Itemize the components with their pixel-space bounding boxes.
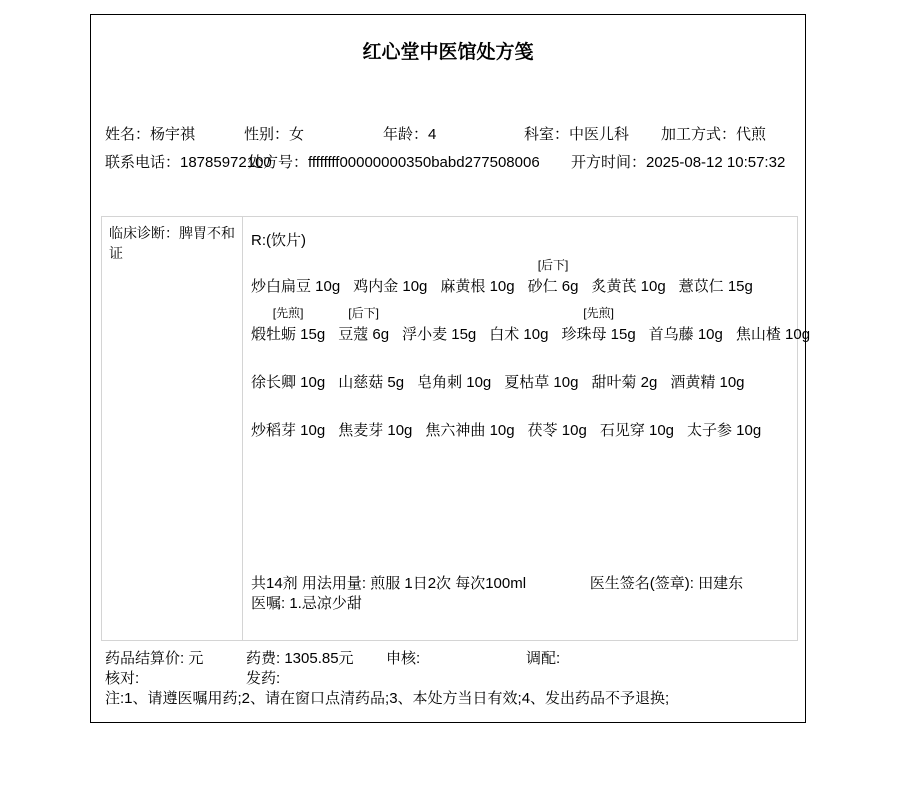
drug-item <box>504 351 578 394</box>
drug-name-dose: 炙黄芪 10g <box>591 278 666 295</box>
drug-name-dose: 炒白扁豆 10g <box>251 278 341 295</box>
drug-name-dose: 夏枯草 10g <box>504 374 579 391</box>
footer-row2 <box>105 667 791 687</box>
doctor-signature: 医生签名(签章): 田建东 <box>589 575 744 592</box>
field-department: 科室：中医儿科 <box>524 126 630 143</box>
field-patient-name: 姓名：杨宇祺 <box>105 126 196 143</box>
drug-decoction-tag <box>670 351 744 373</box>
drug-decoction-tag <box>440 255 514 277</box>
drug-decoction-tag <box>353 255 427 277</box>
drug-item <box>649 303 723 346</box>
page-title: 红心堂中医馆处方笺 <box>362 42 534 63</box>
drug-item <box>591 255 665 298</box>
drug-item <box>251 303 325 346</box>
rx-header: R:(饮片) <box>251 232 306 249</box>
drug-item <box>600 399 674 442</box>
drug-name-dose: 炒稻芽 10g <box>251 422 326 439</box>
drug-item <box>402 303 476 346</box>
drug-name-dose: 茯苓 10g <box>527 422 587 439</box>
drug-decoction-tag <box>251 399 325 421</box>
rx-summary <box>251 574 823 614</box>
field-prescription-time: 开方时间：2025-08-12 10:57:32 <box>571 154 786 171</box>
doctor-advice: 医嘱: 1.忌凉少甜 <box>251 595 362 612</box>
drug-decoction-tag <box>504 351 578 373</box>
drug-name-dose: 甜叶菊 2g <box>591 374 658 391</box>
prescription-body-box <box>101 216 811 641</box>
drug-item <box>528 255 579 298</box>
drug-name-dose: 薏苡仁 15g <box>678 278 753 295</box>
drug-row <box>251 399 823 442</box>
drug-name-dose: 太子参 10g <box>687 422 762 439</box>
drug-name-dose: 焦山楂 10g <box>735 326 811 343</box>
drug-name-dose: 鸡内金 10g <box>353 278 428 295</box>
drug-decoction-tag: [先煎] <box>272 306 304 320</box>
field-patient-gender: 性别：女 <box>244 126 305 143</box>
drug-decoction-tag <box>649 303 723 325</box>
drug-name-dose: 白术 10g <box>489 326 549 343</box>
clinical-diagnosis <box>102 217 243 640</box>
footer-row1 <box>105 647 791 667</box>
drug-decoction-tag <box>489 303 548 325</box>
drug-name-dose: 首乌藤 10g <box>648 326 723 343</box>
drug-decoction-tag <box>679 255 753 277</box>
drug-rows <box>251 255 823 442</box>
drug-name-dose: 石见穿 10g <box>599 422 675 439</box>
drug-item <box>528 399 587 442</box>
drug-name-dose: 浮小麦 15g <box>402 326 477 343</box>
drug-item <box>591 351 657 394</box>
drug-item <box>736 303 810 346</box>
drug-row <box>251 255 823 298</box>
drug-name-dose: 山慈菇 5g <box>338 374 405 391</box>
drug-row <box>251 351 823 394</box>
drug-item <box>417 351 491 394</box>
drug-name-dose: 麻黄根 10g <box>440 278 515 295</box>
field-check: 核对: <box>105 670 140 687</box>
patient-info-row2 <box>105 151 791 171</box>
drug-name-dose: 徐长卿 10g <box>251 374 326 391</box>
drug-decoction-tag <box>425 399 514 421</box>
drug-name-dose: 皂角刺 10g <box>417 374 492 391</box>
drug-item <box>353 255 427 298</box>
drug-decoction-tag <box>251 351 325 373</box>
field-processing-method: 加工方式：代煎 <box>661 126 767 143</box>
drug-decoction-tag <box>528 399 587 421</box>
drug-name-dose: 焦麦芽 10g <box>338 422 413 439</box>
drug-item <box>338 303 389 346</box>
patient-info-row1 <box>105 123 791 143</box>
rx-summary-line <box>251 574 823 594</box>
field-review: 申核: <box>386 650 421 667</box>
drug-decoction-tag: [后下] <box>537 258 569 272</box>
drug-decoction-tag: [后下] <box>348 306 379 320</box>
drug-name-dose: 煅牡蛎 15g <box>251 326 326 343</box>
field-patient-age: 年龄：4 <box>383 126 437 143</box>
field-dispense-prepare: 调配: <box>526 650 561 667</box>
drug-decoction-tag <box>687 399 761 421</box>
field-medicine-fee: 药费: 1305.85元 <box>246 650 354 667</box>
field-diagnosis: 临床诊断：脾胃不和证 <box>109 225 235 262</box>
drug-name-dose: 焦六神曲 10g <box>425 422 515 439</box>
drug-item <box>338 399 412 442</box>
drug-item <box>251 399 325 442</box>
drug-item <box>425 399 514 442</box>
drug-decoction-tag <box>736 303 810 325</box>
drug-item <box>561 303 635 346</box>
drug-item <box>338 351 404 394</box>
drug-decoction-tag <box>591 351 657 373</box>
field-issue-medicine: 发药: <box>246 670 281 687</box>
rx-cell <box>243 217 823 640</box>
drug-item <box>679 255 753 298</box>
drug-decoction-tag: [先煎] <box>583 306 614 320</box>
field-prescription-number: 处方号：ffffffff00000000350babd277508006 <box>248 154 540 171</box>
drug-name-dose: 砂仁 6g <box>527 278 579 295</box>
drug-decoction-tag <box>600 399 674 421</box>
drug-name-dose: 酒黄精 10g <box>670 374 745 391</box>
field-phone: 联系电话：18785972100 <box>105 154 272 171</box>
drug-item <box>687 399 761 442</box>
drug-item <box>489 303 548 346</box>
drug-item <box>670 351 744 394</box>
drug-item <box>251 255 340 298</box>
drug-item <box>440 255 514 298</box>
prescription-page <box>90 14 811 723</box>
drug-decoction-tag <box>591 255 665 277</box>
drug-name-dose: 豆蔻 6g <box>338 326 390 343</box>
drug-decoction-tag <box>402 303 476 325</box>
usage-dosage-text: 共14剂 用法用量: 煎服 1日2次 每次100ml <box>251 575 527 592</box>
drug-item <box>251 351 325 394</box>
drug-name-dose: 珍珠母 15g <box>561 326 636 343</box>
footer-note: 注:1、请遵医嘱用药;2、请在窗口点清药品;3、本处方当日有效;4、发出药品不予退换; <box>105 690 670 707</box>
field-settlement-price: 药品结算价: 元 <box>105 650 204 667</box>
drug-decoction-tag <box>338 399 412 421</box>
drug-row <box>251 303 823 346</box>
drug-decoction-tag <box>417 351 491 373</box>
drug-decoction-tag <box>251 255 340 277</box>
drug-decoction-tag <box>338 351 404 373</box>
